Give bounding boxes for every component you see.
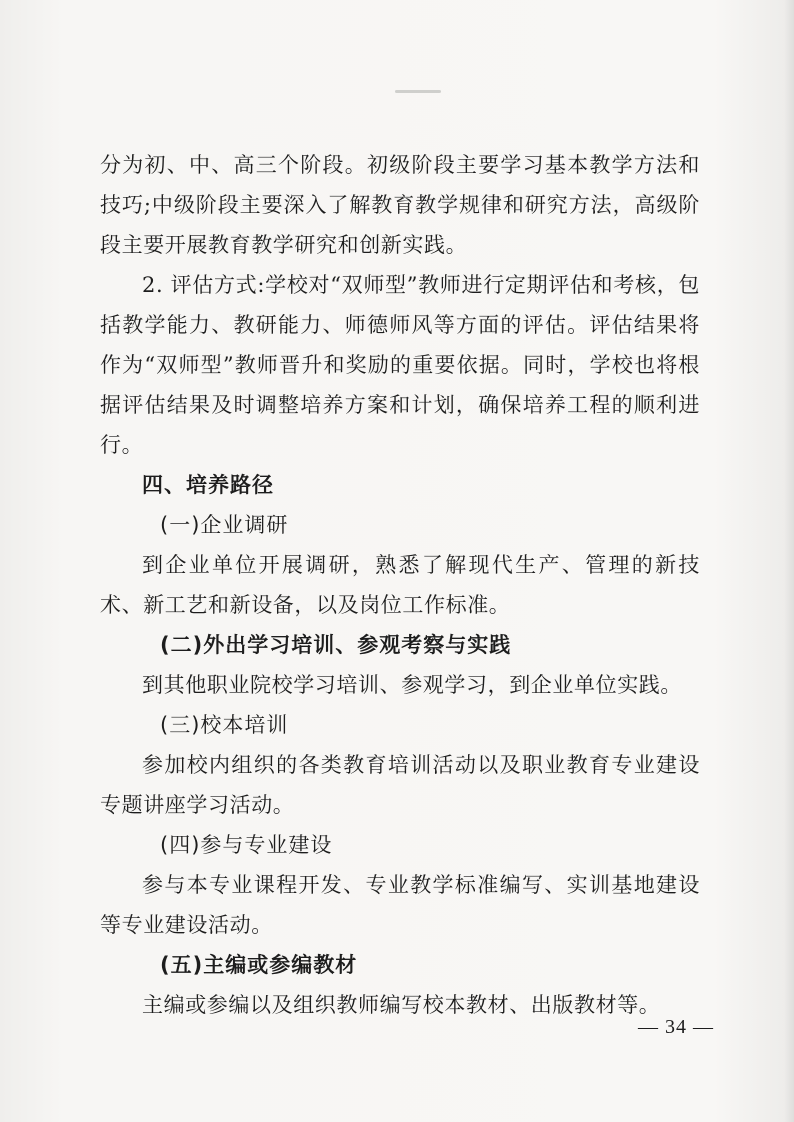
paragraph-evaluation-method: 2. 评估方式:学校对“双师型”教师进行定期评估和考核，包括教学能力、教研能力、师德师风等方面的评估。评估结果将作为“双师型”教师晋升和奖励的重要依据。同时，学校也将根据评估结果及时调整培养方案和计划，确保培养工程的顺利进行。	[100, 273, 700, 457]
subheading-external-training: (二)外出学习培训、参观考察与实践	[160, 633, 512, 657]
section-heading-training-path: 四、培养路径	[142, 473, 274, 497]
paragraph-continuation: 分为初、中、高三个阶段。初级阶段主要学习基本教学方法和技巧;中级阶段主要深入了解教育教学规律和研究方法，高级阶段主要开展教育教学研究和创新实践。	[100, 153, 700, 257]
subheading-textbook-editing: (五)主编或参编教材	[160, 953, 358, 977]
paragraph-external-training: 到其他职业院校学习培训、参观学习，到企业单位实践。	[142, 673, 682, 697]
body-text	[100, 145, 700, 1025]
paragraph-specialty-construction: 参与本专业课程开发、专业教学标准编写、实训基地建设等专业建设活动。	[100, 873, 700, 937]
subheading-school-training: (三)校本培训	[160, 713, 289, 737]
paragraph-textbook-editing: 主编或参编以及组织教师编写校本教材、出版教材等。	[142, 993, 661, 1017]
subheading-enterprise-research: (一)企业调研	[160, 513, 289, 537]
scan-artifact	[395, 90, 441, 93]
page-edge-shadow	[784, 0, 794, 1122]
paragraph-enterprise-research: 到企业单位开展调研，熟悉了解现代生产、管理的新技术、新工艺和新设备，以及岗位工作标准。	[100, 553, 700, 617]
paragraph-school-training: 参加校内组织的各类教育培训活动以及职业教育专业建设专题讲座学习活动。	[100, 753, 700, 817]
subheading-specialty-construction: (四)参与专业建设	[160, 833, 333, 857]
page-number: — 34 —	[638, 1016, 714, 1038]
